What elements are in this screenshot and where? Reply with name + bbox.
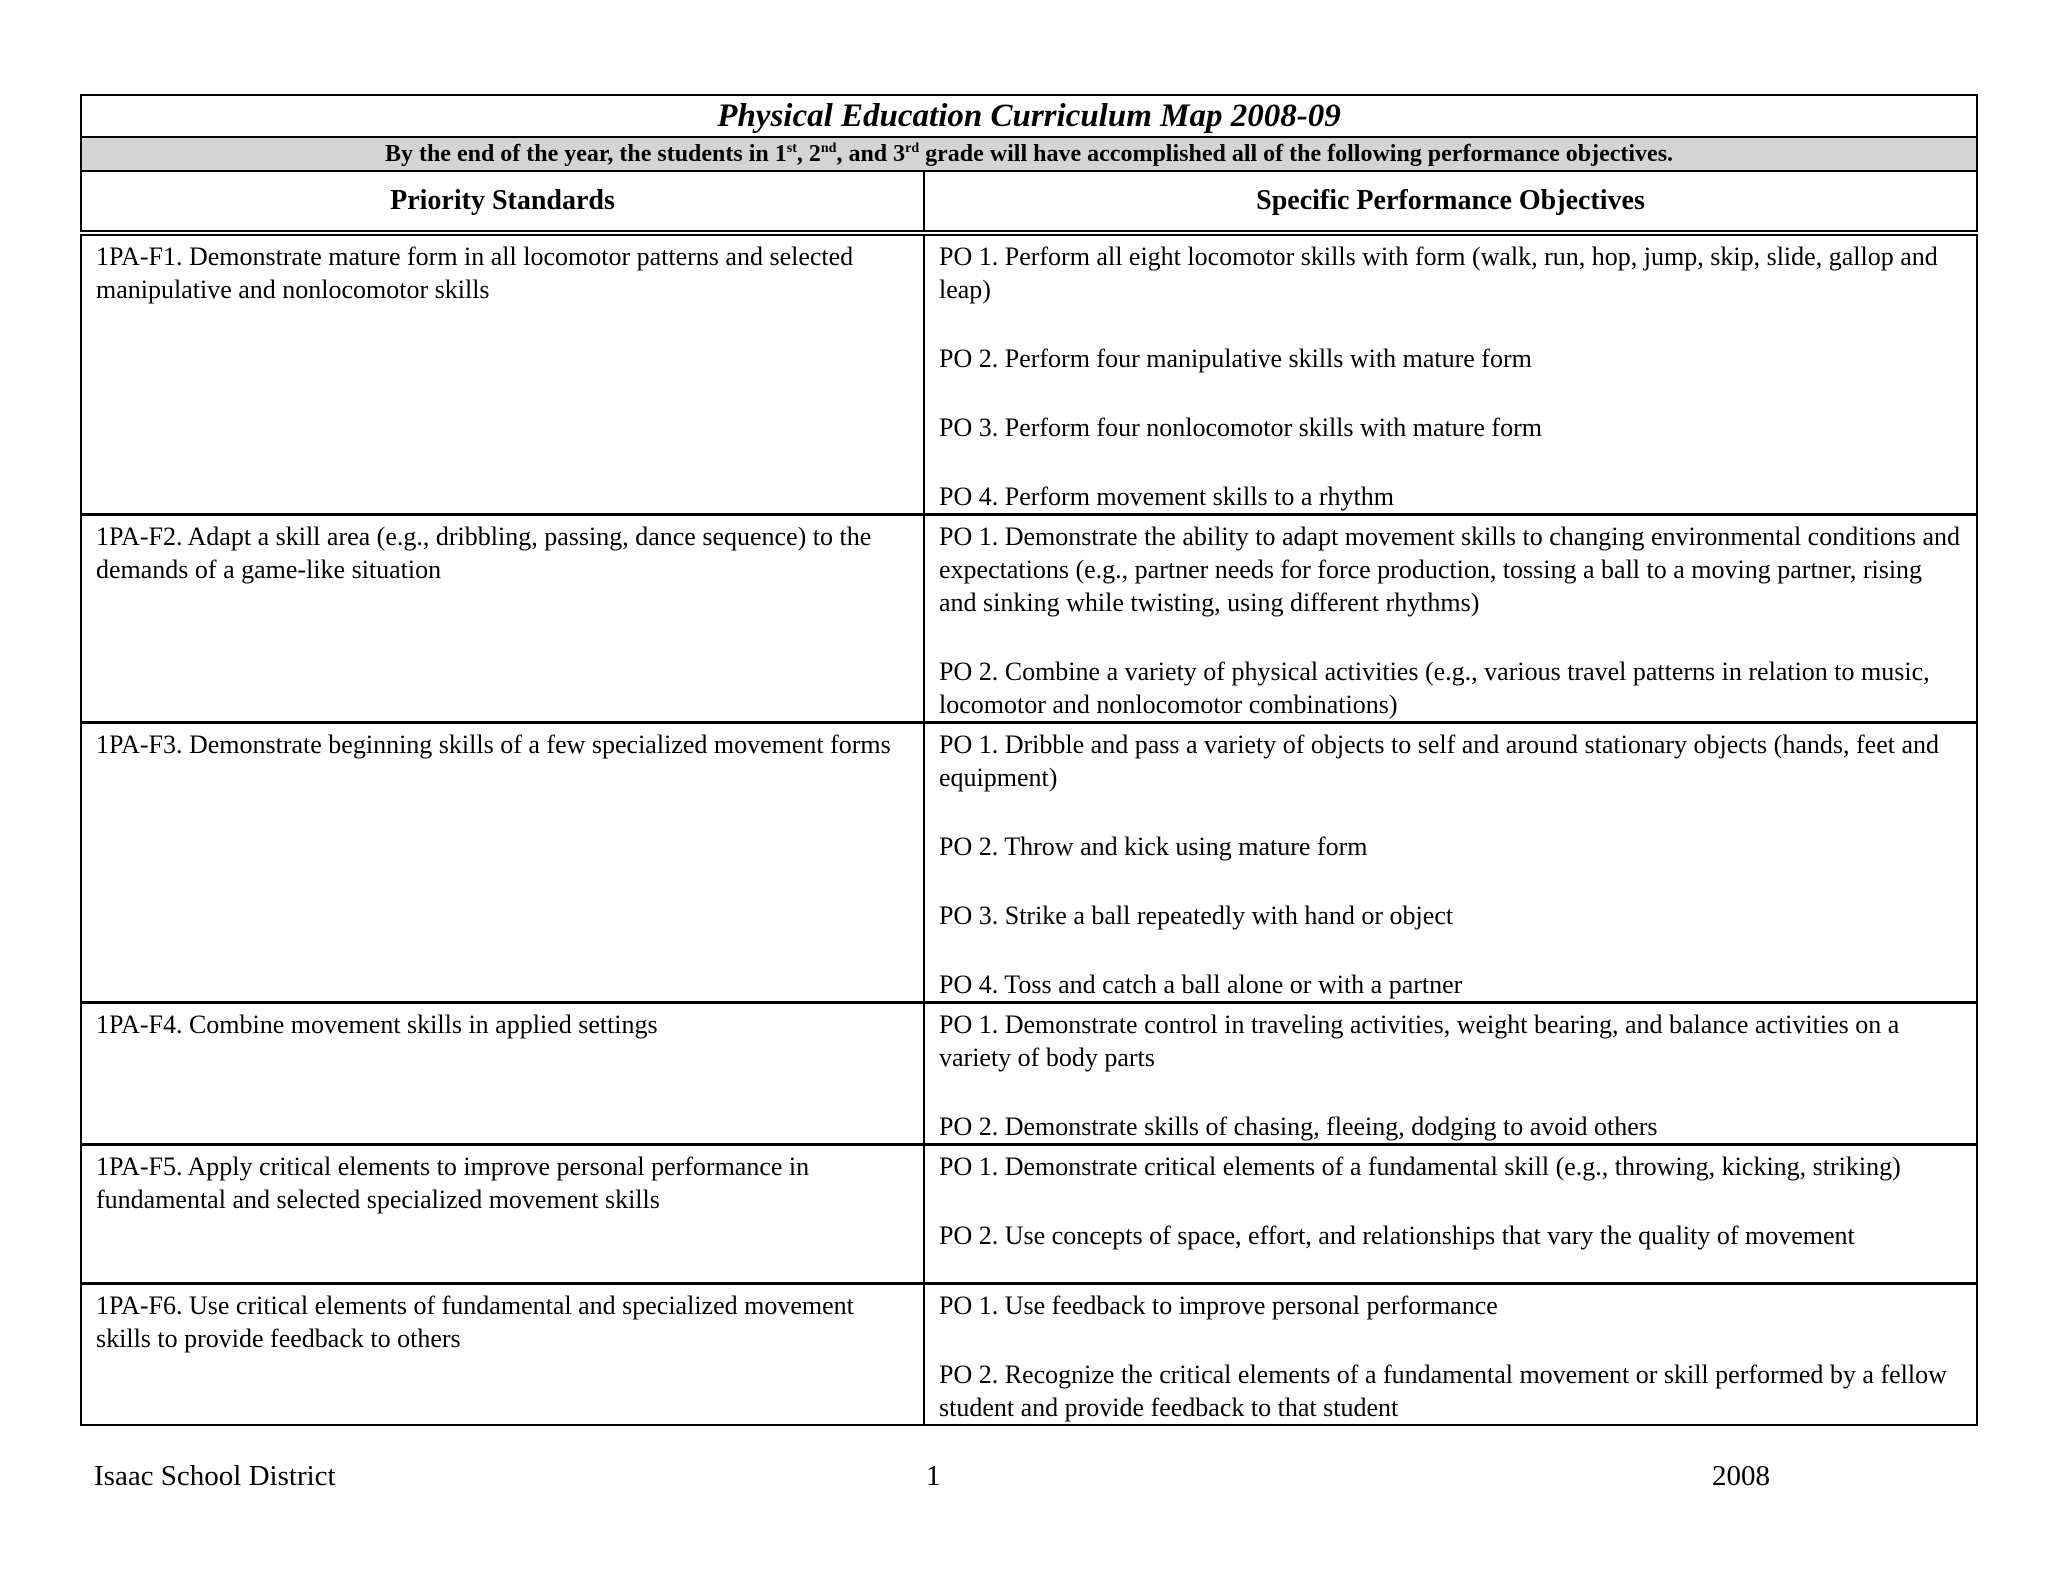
priority-standard: 1PA-F4. Combine movement skills in applied settings: [81, 1003, 924, 1145]
objective-item: PO 2. Recognize the critical elements of a fundamental movement or skill performed by a fellow student and provide feedback to that student: [939, 1360, 1947, 1422]
document-title: Physical Education Curriculum Map 2008-09: [81, 95, 1977, 137]
footer-page-number: 1: [926, 1460, 941, 1492]
priority-standard: 1PA-F5. Apply critical elements to improve personal performance in fundamental and selected specialized movement skills: [81, 1145, 924, 1284]
footer-year: 2008: [1712, 1460, 1770, 1492]
objectives-cell: [924, 1003, 1977, 1145]
banner-sup-second: nd: [820, 141, 837, 156]
priority-standard: 1PA-F6. Use critical elements of fundamental and specialized movement skills to provide feedback to others: [81, 1284, 924, 1426]
header-priority-standards: Priority Standards: [81, 171, 924, 233]
priority-standard: 1PA-F1. Demonstrate mature form in all locomotor patterns and selected manipulative and nonlocomotor skills: [81, 233, 924, 515]
objective-item: PO 3. Perform four nonlocomotor skills with mature form: [939, 413, 1542, 442]
objectives-banner: [81, 137, 1977, 171]
footer-district: Isaac School District: [94, 1460, 336, 1492]
objective-item: PO 2. Throw and kick using mature form: [939, 832, 1368, 861]
banner-text-mid1: , 2: [796, 141, 821, 167]
objective-item: PO 4. Perform movement skills to a rhythm: [939, 482, 1394, 511]
objectives-cell: [924, 515, 1977, 723]
objective-item: PO 3. Strike a ball repeatedly with hand or object: [939, 901, 1454, 930]
objective-item: PO 2. Use concepts of space, effort, and relationships that vary the quality of movement: [939, 1221, 1855, 1250]
objective-item: PO 4. Toss and catch a ball alone or with a partner: [939, 970, 1463, 999]
table-row: [81, 1145, 1977, 1284]
objectives-cell: [924, 723, 1977, 1003]
curriculum-map-table: [80, 94, 1978, 1426]
objectives-cell: [924, 1284, 1977, 1426]
table-row: [81, 1003, 1977, 1145]
priority-standard: 1PA-F3. Demonstrate beginning skills of a few specialized movement forms: [81, 723, 924, 1003]
objective-item: PO 1. Demonstrate critical elements of a fundamental skill (e.g., throwing, kicking, striking): [939, 1152, 1901, 1181]
objective-item: PO 1. Use feedback to improve personal performance: [939, 1291, 1498, 1320]
banner-text-prefix: By the end of the year, the students in 1: [384, 141, 787, 167]
objective-item: PO 2. Perform four manipulative skills with mature form: [939, 344, 1532, 373]
objective-item: PO 2. Demonstrate skills of chasing, fleeing, dodging to avoid others: [939, 1112, 1658, 1141]
banner-sup-third: rd: [905, 141, 920, 156]
objective-item: PO 2. Combine a variety of physical activities (e.g., various travel patterns in relation to music, locomotor and nonlocomotor combinations): [939, 657, 1930, 719]
objectives-cell: [924, 1145, 1977, 1284]
banner-text-mid2: , and 3: [836, 141, 906, 167]
objective-item: PO 1. Demonstrate control in traveling activities, weight bearing, and balance activities on a variety of body parts: [939, 1010, 1900, 1072]
objectives-cell: [924, 233, 1977, 515]
objective-item: PO 1. Demonstrate the ability to adapt movement skills to changing environmental conditions and expectations (e.g., partner needs for force production, tossing a ball to a moving partner, rising and sinking while twisting, using different rhythms): [939, 522, 1961, 617]
table-row: [81, 1284, 1977, 1426]
table-row: [81, 233, 1977, 515]
banner-text-suffix: grade will have accomplished all of the following performance objectives.: [919, 141, 1674, 167]
header-specific-objectives: Specific Performance Objectives: [924, 171, 1977, 233]
table-row: [81, 515, 1977, 723]
objective-item: PO 1. Perform all eight locomotor skills with form (walk, run, hop, jump, skip, slide, gallop and leap): [939, 242, 1938, 304]
banner-sup-first: st: [786, 141, 797, 156]
priority-standard: 1PA-F2. Adapt a skill area (e.g., dribbling, passing, dance sequence) to the demands of a game-like situation: [81, 515, 924, 723]
table-row: [81, 723, 1977, 1003]
objective-item: PO 1. Dribble and pass a variety of objects to self and around stationary objects (hands, feet and equipment): [939, 730, 1939, 792]
